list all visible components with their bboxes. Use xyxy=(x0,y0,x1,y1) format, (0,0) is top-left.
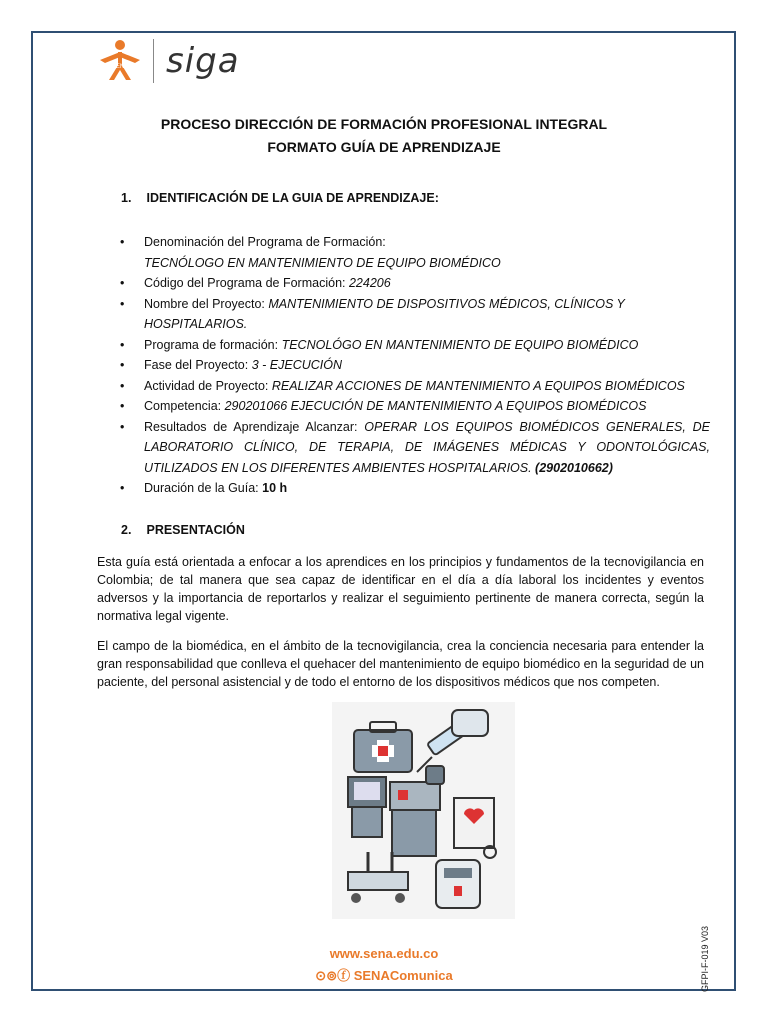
list-item xyxy=(120,355,710,376)
item-label: Resultados de Aprendizaje Alcanzar: xyxy=(144,419,365,434)
social-media-icons: ⊙⊚ⓕ xyxy=(315,968,351,983)
presentation-paragraph-1: Esta guía está orientada a enfocar a los aprendices en los principios y fundamentos de la tecnovigilancia en Colombia; de tal manera que sea capaz de identificar en el día a día laboral los incidentes y eventos adversos y la importancia de reportarlos y realizar el seguimiento pertinente de manera correcta, según la normativa legal vigente. xyxy=(97,555,704,623)
portable-device-icon xyxy=(436,860,480,908)
item-value: OPERAR LOS EQUIPOS BIOMÉDICOS GENERALES, DE LABORATORIO CLÍNICO, DE TERAPIA, DE IMÁGENES MÉDICAS Y ODONTOLÓGICAS, UTILIZADOS EN LOS DIFERENTES AMBIENTES HOSPITALARIOS. xyxy=(144,419,710,475)
social-handle-text: SENAComunica xyxy=(353,968,453,983)
item-value: 290201066 EJECUCIÓN DE MANTENIMIENTO A EQUIPOS BIOMÉDICOS xyxy=(224,399,647,413)
item-value: MANTENIMIENTO DE DISPOSITIVOS MÉDICOS, CLÍNICOS Y HOSPITALARIOS. xyxy=(144,296,625,331)
item-label: Competencia: xyxy=(144,399,225,413)
medical-machine-icon xyxy=(390,766,444,856)
item-value: 224206 xyxy=(348,276,391,290)
list-item xyxy=(120,478,710,499)
item-label: Programa de formación: xyxy=(144,337,282,352)
list-item xyxy=(120,232,710,273)
item-value: TECNÓLOGO EN MANTENIMIENTO DE EQUIPO BIOMÉDICO xyxy=(144,255,501,270)
document-code: GFPI-F-019 V03 xyxy=(700,925,710,992)
item-value: REALIZAR ACCIONES DE MANTENIMIENTO A EQUIPOS BIOMÉDICOS xyxy=(271,378,685,393)
footer-social-handle[interactable] xyxy=(0,965,768,984)
item-value: 10 h xyxy=(262,481,288,495)
document-title: PROCESO DIRECCIÓN DE FORMACIÓN PROFESIONAL INTEGRAL xyxy=(160,116,608,132)
item-label: Código del Programa de Formación: xyxy=(144,276,349,290)
list-item xyxy=(120,273,710,294)
list-item xyxy=(120,417,710,479)
item-value: TECNOLÓGO EN MANTENIMIENTO DE EQUIPO BIOMÉDICO xyxy=(281,337,639,352)
logo-divider xyxy=(153,39,154,83)
section-heading-identificacion xyxy=(121,191,439,205)
identification-list xyxy=(120,232,710,499)
footer-website-link[interactable]: www.sena.edu.co xyxy=(329,946,439,961)
medical-kit-icon xyxy=(354,722,412,772)
item-label: Denominación del Programa de Formación: xyxy=(144,235,386,249)
item-label: Nombre del Proyecto: xyxy=(144,296,269,311)
item-label: Fase del Proyecto: xyxy=(144,358,252,372)
syringe-icon xyxy=(417,710,488,772)
hospital-bed-icon xyxy=(348,852,408,903)
sena-wordmark: SENA xyxy=(111,64,129,70)
monitor-icon xyxy=(348,777,386,837)
presentation-paragraph-2: El campo de la biomédica, en el ámbito de la tecnovigilancia, crea la conciencia necesaria para entender la gran responsabilidad que conlleva el quehacer del mantenimiento de equipo biomédico en la seguridad de un paciente, del personal asistencial y de todo el entorno de los dispositivos médicos que nos competen. xyxy=(97,639,704,689)
section-title: IDENTIFICACIÓN DE LA GUIA DE APRENDIZAJE: xyxy=(146,191,439,205)
section-number: 1. xyxy=(121,191,132,205)
list-item xyxy=(120,396,710,417)
list-item xyxy=(120,376,710,397)
heart-clipboard-icon xyxy=(454,798,496,858)
section-number: 2. xyxy=(121,523,132,537)
section-title: PRESENTACIÓN xyxy=(146,523,245,537)
medical-equipment-illustration xyxy=(332,702,515,919)
item-value: 3 - EJECUCIÓN xyxy=(251,358,342,372)
sena-logo-icon xyxy=(95,38,145,84)
header-logos xyxy=(95,38,240,84)
list-item xyxy=(120,335,710,356)
item-label: Actividad de Proyecto: xyxy=(144,378,272,393)
list-item xyxy=(120,294,710,335)
item-value-code: (2902010662) xyxy=(531,460,613,475)
siga-logo: siga xyxy=(166,41,240,81)
document-subtitle: FORMATO GUÍA DE APRENDIZAJE xyxy=(267,139,501,155)
section-heading-presentacion xyxy=(121,523,245,537)
item-label: Duración de la Guía: xyxy=(144,481,263,495)
